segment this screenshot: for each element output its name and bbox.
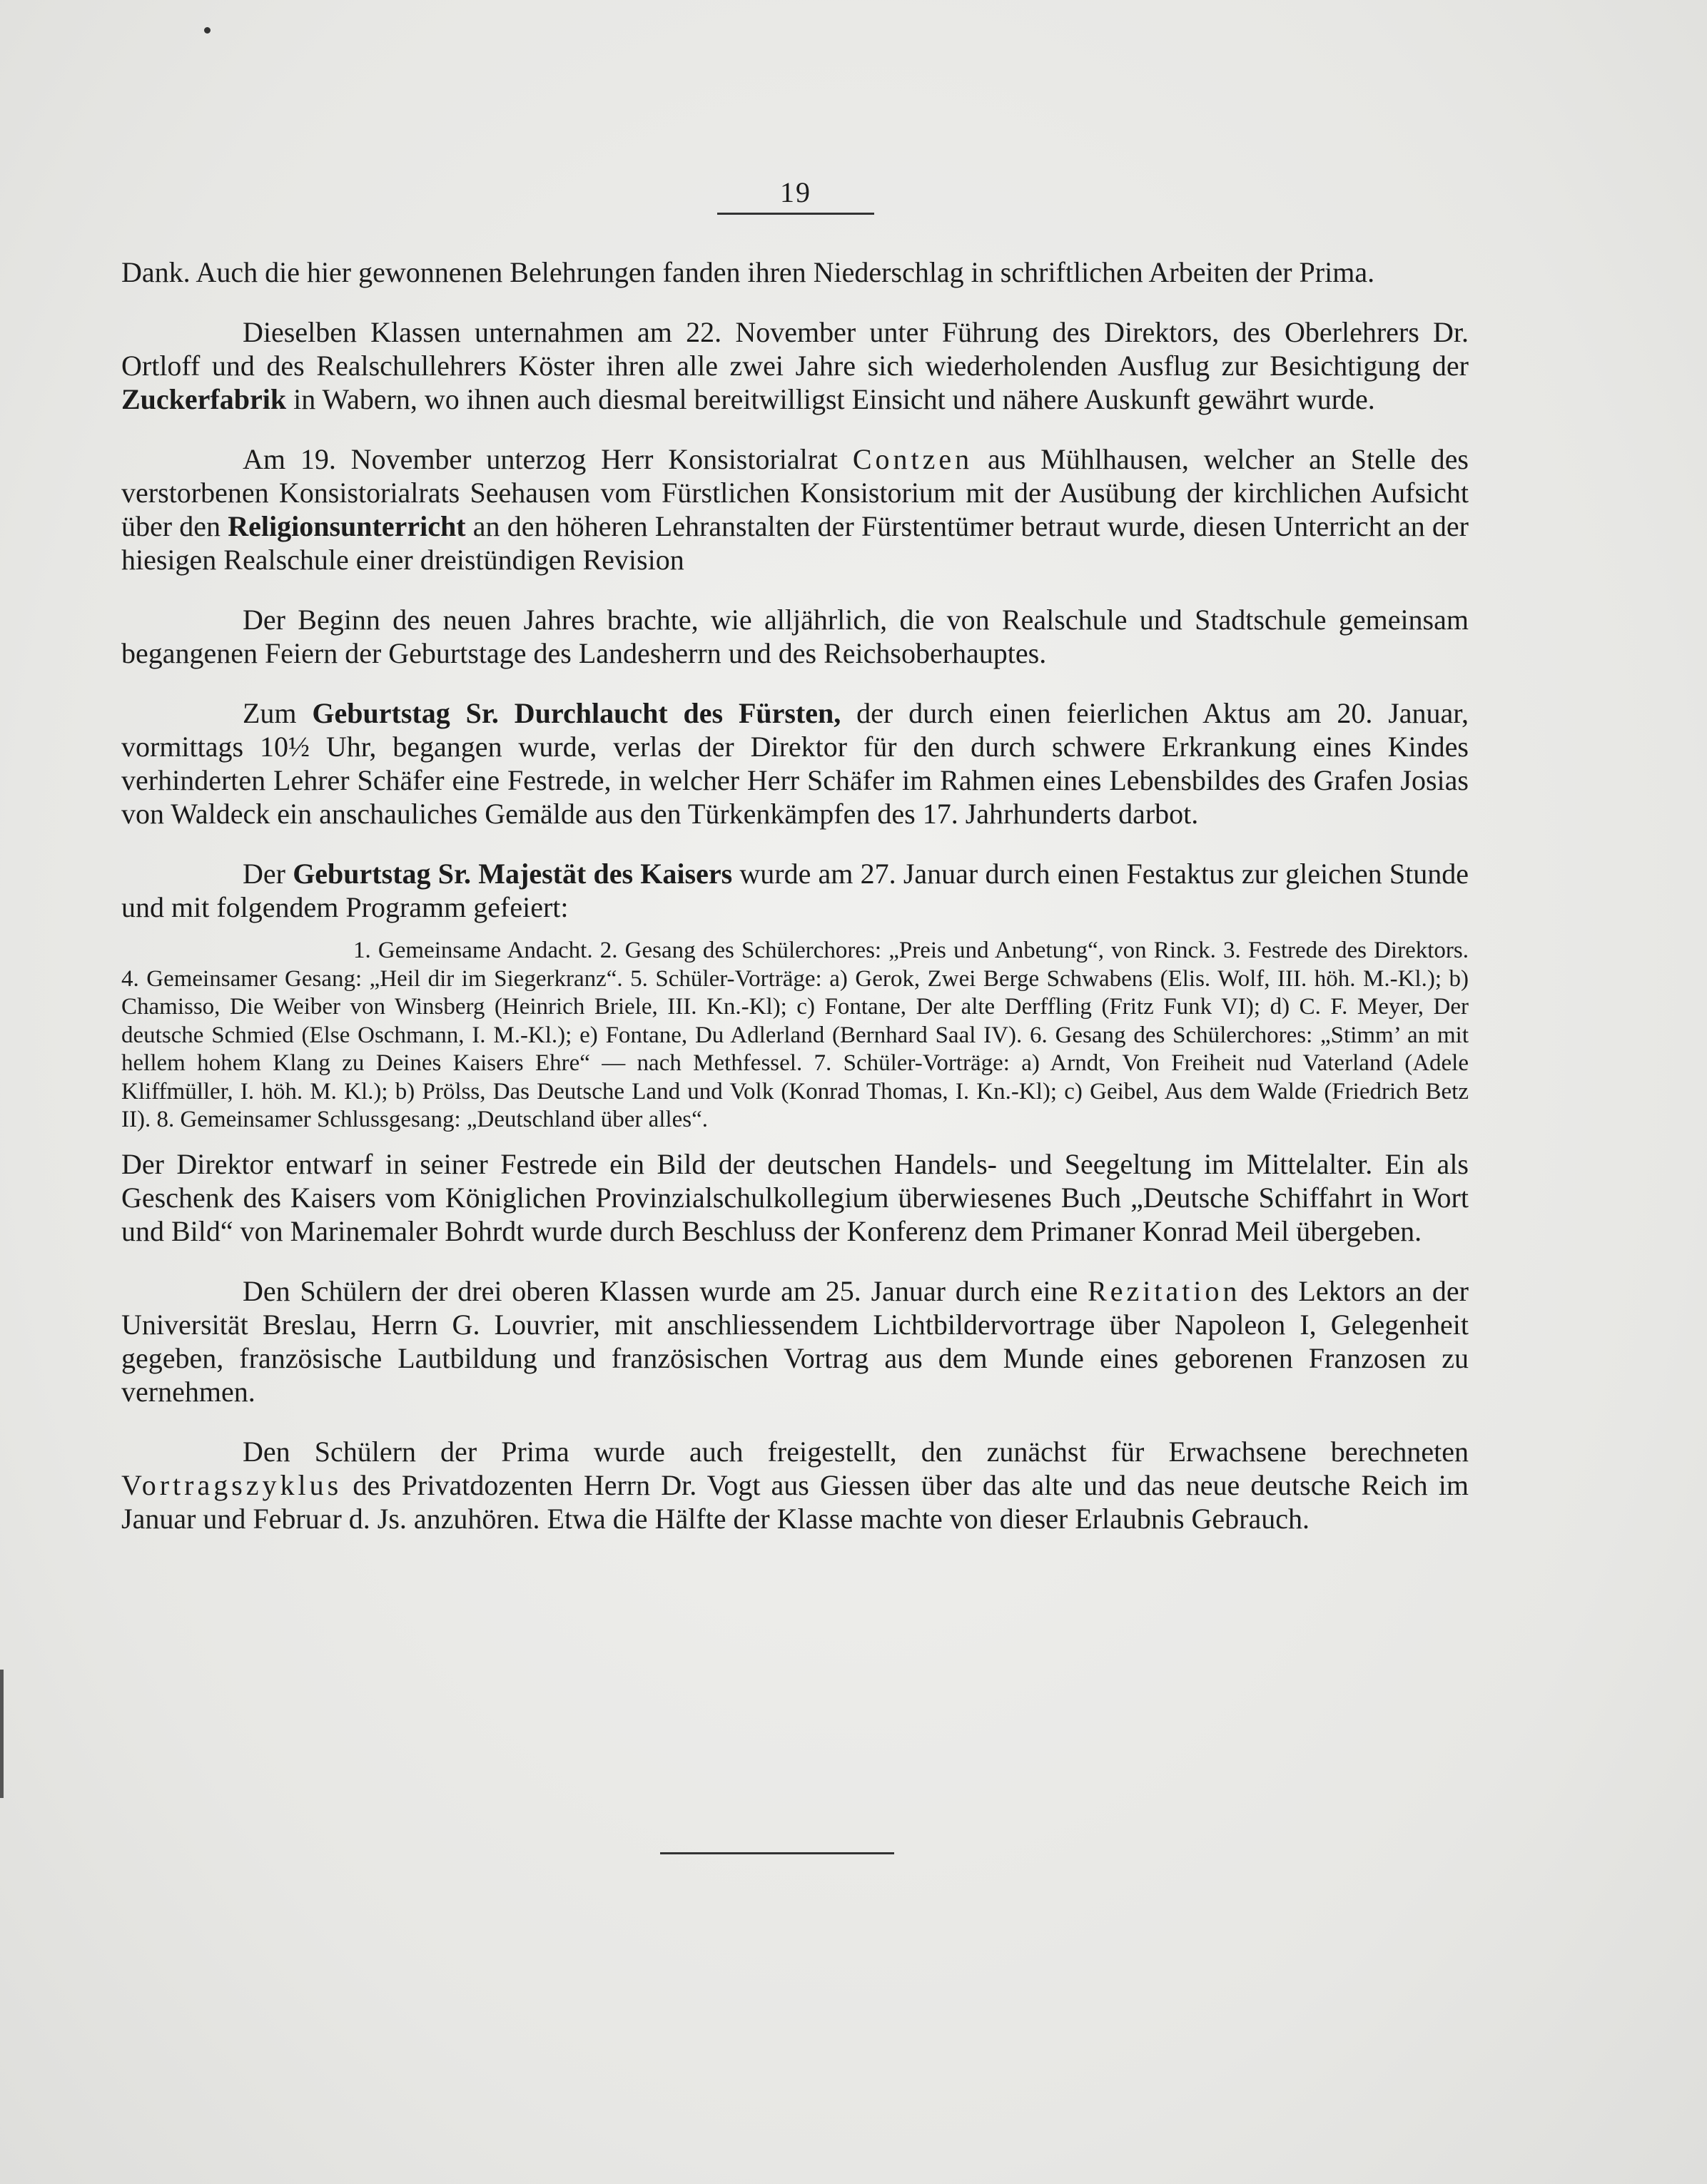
spaced-term: Vortragszyklus: [121, 1468, 343, 1501]
text-run: des Privatdozenten Herrn Dr. Vogt aus Giessen über das alte und das neue deutsche Reich im Januar und Februar d. Js. anzuhören. Etwa die Hälfte der Klasse machte von dieser Erlaubnis Gebrauch.: [121, 1468, 1469, 1535]
text-run: Der: [243, 858, 293, 890]
paragraph-dank: Dank. Auch die hier gewonnenen Belehrungen fanden ihren Niederschlag in schriftlichen Arbeiten der Prima.: [121, 256, 1375, 288]
text-run: Den Schülern der Prima wurde auch freigestellt, den zunächst für Erwachsene berechneten: [243, 1435, 1469, 1468]
text-run: Dieselben Klassen unternahmen am 22. November unter Führung des Direktors, des Oberlehrers Dr. Ortloff und des Realschullehrers Köster ihren alle zwei Jahre sich wiederholenden Ausflug zur Besichtigung der: [121, 316, 1469, 382]
spaced-name: Contzen: [852, 443, 973, 475]
end-rule: [660, 1852, 894, 1854]
text-run: Den Schülern der drei oberen Klassen wurde am 25. Januar durch eine: [243, 1274, 1088, 1307]
festakt-program: [121, 937, 1469, 1134]
bold-term: Religionsunterricht: [228, 510, 466, 542]
scan-edge-mark: [0, 1670, 4, 1798]
page-number: 19: [780, 176, 811, 208]
text-run: der durch einen feierlichen Aktus am 20. Januar, vormittags 10½ Uhr, begangen wurde, verlas der Direktor für den durch schwere Erkrankung eines Kindes verhinderten Lehrer Schäfer eine Festrede, in welcher Herr Schäfer im Rahmen eines Lebensbildes des Grafen Josias von Waldeck ein anschauliches Gemälde aus den Türkenkämpfen des 17. Jahrhunderts darbot.: [121, 697, 1469, 830]
text-run: Zum: [243, 697, 313, 729]
text-run: Am 19. November unterzog Herr Konsistorialrat: [243, 443, 853, 475]
paragraph-revision: [121, 442, 1469, 577]
paragraph-new-year: Der Beginn des neuen Jahres brachte, wie alljährlich, die von Realschule und Stadtschule gemeinsam begangenen Feiern der Geburtstage des Landesherrn und des Reichsoberhauptes.: [121, 604, 1469, 669]
program-text: 1. Gemeinsame Andacht. 2. Gesang des Schülerchores: „Preis und Anbetung“, von Rinck. 3. Festrede des Direktors. 4. Gemeinsamer Gesang: „Heil dir im Siegerkranz“. 5. Schüler-Vorträge: a) Gerok, Zwei Berge Schwabens (Elis. Wolf, III. höh. M.-Kl.); b) Chamisso, Die Weiber von Winsberg (Heinrich Briele, III. Kn.-Kl); c) Fontane, Der alte Derffling (Fritz Funk VI); d) C. F. Meyer, Der deutsche Schmied (Else Oschmann, I. M.-Kl.); e) Fontane, Du Adlerland (Bernhard Saal IV). 6. Gesang des Schülerchores: „Stimm’ an mit hellem hohem Klang zu Deines Kaisers Ehre“ — nach Methfessel. 7. Schüler-Vorträge: a) Arndt, Von Freiheit nud Vaterland (Adele Kliffmüller, I. höh. M. Kl.); b) Prölss, Das Deutsche Land und Volk (Konrad Thomas, I. Kn.-Kl); c) Geibel, Aus dem Walde (Friedrich Betz II). 8. Gemeinsamer Schlussgesang: „Deutschland über alles“.: [121, 938, 1469, 1132]
paragraph-zuckerfabrik: [121, 315, 1469, 416]
text-run: wurde am 27. Januar durch einen Festaktus zur gleichen Stunde und mit folgendem Programm gefeiert:: [121, 858, 1469, 923]
paragraph-vortragszyklus: [121, 1435, 1469, 1535]
bold-term: Geburtstag Sr. Majestät des Kaisers: [293, 858, 733, 890]
ink-speck: [204, 27, 211, 34]
page-number-rule: [717, 213, 874, 215]
paragraph-fuerst-birthday: [121, 696, 1469, 831]
text-run: in Wabern, wo ihnen auch diesmal bereitwilligst Einsicht und nähere Auskunft gewährt wurde.: [286, 383, 1375, 415]
bold-term: Zuckerfabrik: [121, 383, 287, 415]
paragraph-festrede: Der Direktor entwarf in seiner Festrede ein Bild der deutschen Handels- und Seegeltung im Mittelalter. Ein als Geschenk des Kaisers vom Königlichen Provinzialschulkollegium überwiesenes Buch „Deutsche Schiffahrt in Wort und Bild“ von Marinemaler Bohrdt wurde durch Beschluss der Konferenz dem Primaner Konrad Meil übergeben.: [121, 1147, 1469, 1247]
text-run: des Lektors an der Universität Breslau, Herrn G. Louvrier, mit anschliessendem Lichtbildervortrage über Napoleon I, Gelegenheit gegeben, französische Lautbildung und französischen Vortrag aus dem Munde eines geborenen Franzosen zu vernehmen.: [121, 1274, 1469, 1408]
paragraph-kaiser-birthday: [121, 857, 1469, 924]
spaced-term: Rezitation: [1088, 1274, 1241, 1307]
paragraph-rezitation: [121, 1274, 1469, 1408]
body-text: [121, 255, 1469, 1562]
text-run: an den höheren Lehranstalten der Fürstentümer betraut wurde, diesen Unterricht an der hiesigen Realschule einer dreistündigen Revision: [121, 510, 1469, 576]
text-run: aus Mühlhausen, welcher an Stelle des verstorbenen Konsistorialrats Seehausen vom Fürstlichen Konsistorium mit der Ausübung der kirchlichen Aufsicht über den: [121, 443, 1469, 542]
bold-term: Geburtstag Sr. Durchlaucht des Fürsten,: [312, 697, 841, 729]
